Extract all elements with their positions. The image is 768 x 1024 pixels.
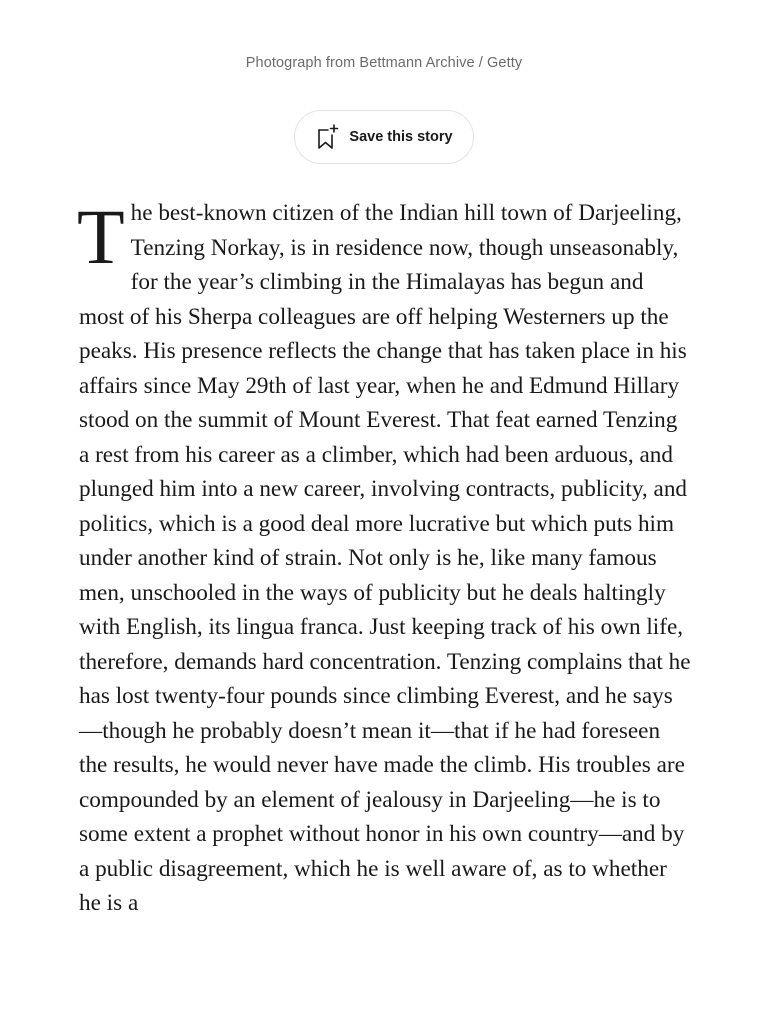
article-paragraph (77, 193, 691, 921)
drop-cap: T (77, 193, 125, 280)
bookmark-plus-icon (317, 123, 339, 151)
save-story-button[interactable] (294, 110, 473, 164)
save-story-label: Save this story (349, 129, 453, 145)
article-body-text: he best-known citizen of the Indian hill town of Darjeeling, Tenzing Norkay, is in residence now, though unseasonably, for the year’s climbing in the Himalayas has begun and most of his Sherpa colleagues are off helping Westerners up the peaks. His presence reflects the change that has taken place in his affairs since May 29th of last year, when he and Edmund Hillary stood on the summit of Mount Everest. That feat earned Tenzing a rest from his career as a climber, which had been arduous, and plunged him into a new career, involving contracts, publicity, and politics, which is a good deal more lucrative but which puts him under another kind of strain. Not only is he, like many famous men, unschooled in the ways of publicity but he deals haltingly with English, its lingua franca. Just keeping track of his own life, therefore, demands hard concentration. Tenzing complains that he has lost twenty-four pounds since climbing Everest, and he says—though he probably doesn’t mean it—that if he had foreseen the results, he would never have made the climb. His troubles are compounded by an element of jealousy in Darjeeling—he is to some extent a prophet without honor in his own country—and by a public disagreement, which he is well aware of, as to whether he is a (79, 200, 691, 916)
save-story-container (0, 110, 768, 164)
photo-credit-caption: Photograph from Bettmann Archive / Getty (245, 55, 523, 71)
